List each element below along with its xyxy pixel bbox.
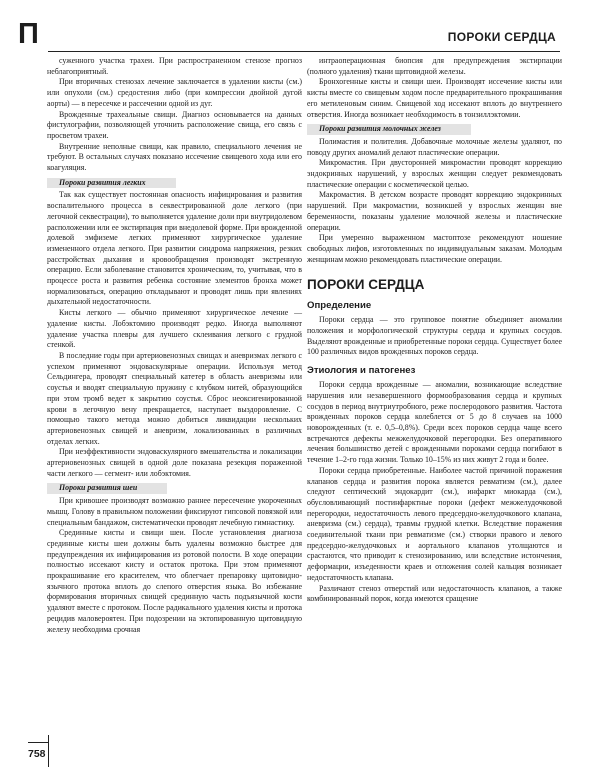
heading-definition: Определение [307,300,372,312]
paragraph: При кривошее производят возможно раннее пересечение укороченных мышц. Голову в правильном положении фиксируют гипсовой повязкой или специальным бандажом, систематически проводят лечебную гимнастику. [47,496,302,527]
paragraph: При вторичных стенозах лечение заключается в удалении кисты (см.) или опухоли (см.) средостения либо (при компрессии двойной дугой аорты) — в пересечке и рассечении одной из дуг. [47,77,302,108]
right-column [307,56,562,605]
paragraph: интраоперационная биопсия для предупреждения экстирпации (полного удаления) ткани щитовидной железы. [307,56,562,76]
page-number: 758 [28,748,46,760]
page-number-divider [48,735,49,767]
subheading-lungs: Пороки развития легких [47,178,176,189]
paragraph: суженного участка трахеи. При распространенном стенозе прогноз неблагоприятный. [47,56,302,76]
page-number-rule [28,742,48,743]
paragraph: При умеренно выраженном мастоптозе рекомендуют ношение свободных лифов, изготовленных по индивидуальным заказам. Молодым женщинам можно рекомендовать пластические операции. [307,233,562,264]
paragraph: Внутренние неполные свищи, как правило, специального лечения не требуют. В остальных случаях показано иссечение свищевого хода или его коагуляция. [47,141,302,173]
subheading-breast: Пороки развития молочных желез [307,124,471,135]
subheading-neck: Пороки развития шеи [47,483,167,494]
paragraph: Срединные кисты и свищи шеи. После установления диагноза срединные кисты шеи должны быть удалены возможно быстрее для предупреждения их инфицирования из ротовой полости. В ходе операции полностью иссекают кисту и остаток протока. При этом применяют прокрашивание его красителем, что облегчает препаровку щитовидно-язычного протока вплоть до слепого отверстия языка. Во избежание формирования вторичных свищей срединную часть подъязычной кости удаляют вместе с протоком. После радикального удаления кисты и протока рецидив маловероятен. При подозрении на эктопированную щитовидную железу необходима срочная [47,528,302,634]
paragraph: В последние годы при артериовенозных свищах и аневризмах легкого с успехом применяют эндоваскулярные операции. Используя метод Сельдингера, проводят специальный катетер в область аневризмы или соустья и вводят специальную пружину с клубком нитей, образующийся при этом тромб ведет к закрытию соустья. Сброс неоксигенированной крови в легочную вену прекращается, наступает выздоровление. С помощью такого метода можно добиться ликвидации нескольких артериовенозных свищей и аневризм, локализованных в различных отделах легких. [47,350,302,446]
section-letter: П [18,18,39,50]
paragraph: Пороки сердца приобретенные. Наиболее частой причиной поражения клапанов сердца и развития порока является ревматизм (см.), далее следуют септический эндокардит (см.), инфаркт миокарда (см.), обусловливающий постинфарктные пороки (дефект межжелудочковой перегородки, недостаточность левого предсердно-желудочкового клапана, аневризма (см.) сердца), травмы грудной клетки. Вследствие поражения соединительной ткани при ревматизме (см.) створки правого и левого предсердно-желудочковых и аортального клапанов утолщаются и срастаются, что приводит к стенозированию, или вследствие истончения, деформации, изъеденности краев и отложения солей кальция возникает недостаточность клапана. [307,465,562,582]
section-title: ПОРОКИ СЕРДЦА [307,277,425,293]
paragraph: При неэффективности эндоваскулярного вмешательства и локализации артериовенозных свищей в одной доле показана резекция пораженной части легкого — сегмент- или лобэктомия. [47,447,302,478]
paragraph: Различают стеноз отверстий или недостаточность клапанов, а также комбинированный порок, когда имеются сращение [307,583,562,604]
paragraph: Макромастия. В детском возрасте проводят коррекцию эндокринных нарушений. При макромастии, возникшей у взрослых женщин вне беременности, показаны удаление молочной железы и пластические операции. [307,190,562,232]
running-title: ПОРОКИ СЕРДЦА [447,30,556,44]
paragraph: Так как существует постоянная опасность инфицирования и развития воспалительного процесса в секвестрированной доле легкого (при легочной секвестрации), то выполняется удаление доли при внутридолевом расположении или ее экстирпация при внедолевой форме. При врожденной долевой эмфиземе легких применяют хирургическое удаление измененного отдела легкого. При развитии синдрома напряжения, резких расстройствах дыхания и кровообращения производят экстренную операцию. Если заболевание становится хроническим, то, учитывая, что в процессе роста и развития ребенка состояние элементов бронха может нормализоваться, операцию откладывают и проводят лишь при явлениях дыхательной недостаточности. [47,190,303,307]
heading-etiology: Этиология и патогенез [307,365,416,377]
paragraph: Пороки сердца — это групповое понятие объединяет аномалии положения и морфологической структуры сердца и крупных сосудов. Выделяют врожденные и приобретенные пороки сердца. Существует более 100 различных видов врожденных пороков сердца. [307,315,562,357]
paragraph: Пороки сердца врожденные — аномалии, возникающие вследствие нарушения или незавершенного формообразования сердца и крупных сосудов в период внутриутробного, реже послеродового развития. Частота врожденных пороков сердца колеблется от 5 до 8 случаев на 1000 новорожденных (т. е. 0,5–0,8%). Среди всех пороков сердца чаще всего встречаются дефекты межжелудочковой перегородки. Без оперативного лечения большинство детей с врожденными пороками сердца погибают в течение 1–2-го года жизни. Только 10–15% из них живут 2 года и более. [307,380,562,465]
left-column [47,56,302,635]
paragraph: Полимастия и полителия. Добавочные молочные железы удаляют, по поводу других аномалий делают пластические операции. [307,136,562,157]
paragraph: Кисты легкого — обычно применяют хирургическое лечение — удаление кисты. Лобэктомию производят редко. Иногда выполняют удаление участка плевры для лучшего склеивания легкого с грудной стенкой. [47,308,302,350]
paragraph: Врожденные трахеальные свищи. Диагноз основывается на данных фистулографии, позволяющей уточнить расположение свища, его связь с просветом трахеи. [47,109,302,140]
paragraph: Микромастия. При двусторонней микромастии проводят коррекцию эндокринных нарушений, у взрослых женщин следует рекомендовать пластические операции с косметической целью. [307,158,562,189]
header-rule [48,51,560,52]
paragraph: Бронхогенные кисты и свищи шеи. Производят иссечение кисты или кисты вместе со свищевым ходом после предварительного прокрашивания его метиленовым синим. Свищевой ход иссекают вплоть до внутреннего отверстия. Иногда возникает необходимость в тонзиллэктомии. [307,77,562,119]
